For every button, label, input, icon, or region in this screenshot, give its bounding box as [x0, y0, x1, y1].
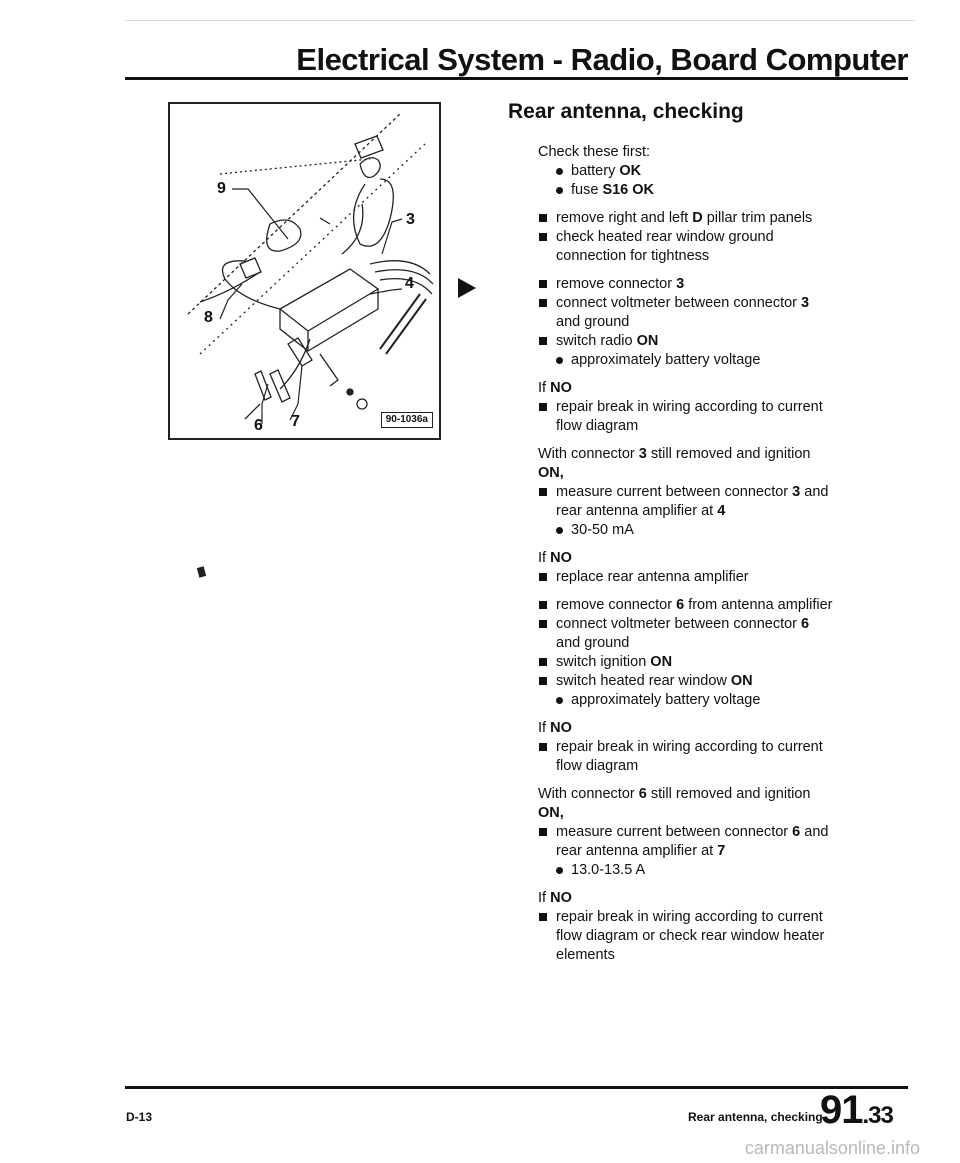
footer-code: D-13 — [126, 1110, 153, 1124]
condition-line: If NO — [538, 890, 572, 906]
condition-line: If NO — [538, 380, 572, 396]
step-item: switch radio ON — [538, 332, 883, 351]
dot-item: 30-50 mA — [538, 521, 883, 540]
dot-item: approximately battery voltage — [538, 691, 883, 710]
header-rule — [125, 77, 908, 80]
step-item: remove connector 6 from antenna amplifier — [538, 596, 883, 615]
page-header-title: Electrical System - Radio, Board Computer — [296, 42, 908, 77]
footer-section-label: Rear antenna, checking — [688, 1110, 823, 1124]
step-item: measure current between connector 6 and — [538, 823, 883, 842]
step-continuation: connection for tightness — [556, 248, 710, 264]
text-line: ON, — [538, 805, 564, 821]
antenna-diagram — [168, 102, 441, 440]
text-line: ON, — [538, 465, 564, 481]
text-line: With connector 6 still removed and ignition — [538, 786, 811, 802]
step-continuation: rear antenna amplifier at 4 — [556, 503, 726, 519]
antenna-wiring-illustration — [170, 104, 439, 438]
step-item: repair break in wiring according to current — [538, 738, 883, 757]
pointer-arrow-icon — [458, 278, 476, 298]
dot-item: fuse S16 OK — [538, 181, 883, 200]
watermark: carmanualsonline.info — [744, 1138, 920, 1158]
step-continuation: flow diagram or check rear window heater — [556, 928, 825, 944]
step-continuation: and ground — [556, 635, 630, 651]
margin-mark-icon — [197, 566, 206, 577]
step-item: connect voltmeter between connector 3 — [538, 294, 883, 313]
callout-3: 3 — [406, 211, 415, 228]
step-item: switch ignition ON — [538, 653, 883, 672]
step-item: remove connector 3 — [538, 275, 883, 294]
dot-item: battery OK — [538, 162, 883, 181]
callout-9: 9 — [217, 180, 226, 197]
step-item: connect voltmeter between connector 6 — [538, 615, 883, 634]
step-item: replace rear antenna amplifier — [538, 568, 883, 587]
step-continuation: elements — [556, 947, 615, 963]
step-item: switch heated rear window ON — [538, 672, 883, 691]
footer-rule — [125, 1086, 908, 1089]
dot-item: 13.0-13.5 A — [538, 861, 883, 880]
step-continuation: rear antenna amplifier at 7 — [556, 843, 726, 859]
step-item: measure current between connector 3 and — [538, 483, 883, 502]
figure-reference-code: 90-1036a — [381, 412, 433, 428]
step-continuation: flow diagram — [556, 418, 639, 434]
top-hairline — [125, 20, 915, 21]
step-continuation: flow diagram — [556, 758, 639, 774]
callout-7: 7 — [291, 413, 300, 430]
section-title: Rear antenna, checking — [508, 100, 744, 123]
step-item: repair break in wiring according to current — [538, 908, 883, 927]
condition-line: If NO — [538, 550, 572, 566]
dot-item: approximately battery voltage — [538, 351, 883, 370]
page-number: 91.33 — [820, 1088, 893, 1132]
step-item: repair break in wiring according to current — [538, 398, 883, 417]
step-item: check heated rear window ground — [538, 228, 883, 247]
callout-4: 4 — [405, 275, 414, 292]
text-line: With connector 3 still removed and ignition — [538, 446, 811, 462]
callout-8: 8 — [204, 309, 213, 326]
condition-line: If NO — [538, 720, 572, 736]
callout-6: 6 — [254, 417, 263, 434]
step-item: remove right and left D pillar trim panels — [538, 209, 883, 228]
procedure-text — [538, 143, 883, 965]
text-line: Check these first: — [538, 144, 651, 160]
step-continuation: and ground — [556, 314, 630, 330]
